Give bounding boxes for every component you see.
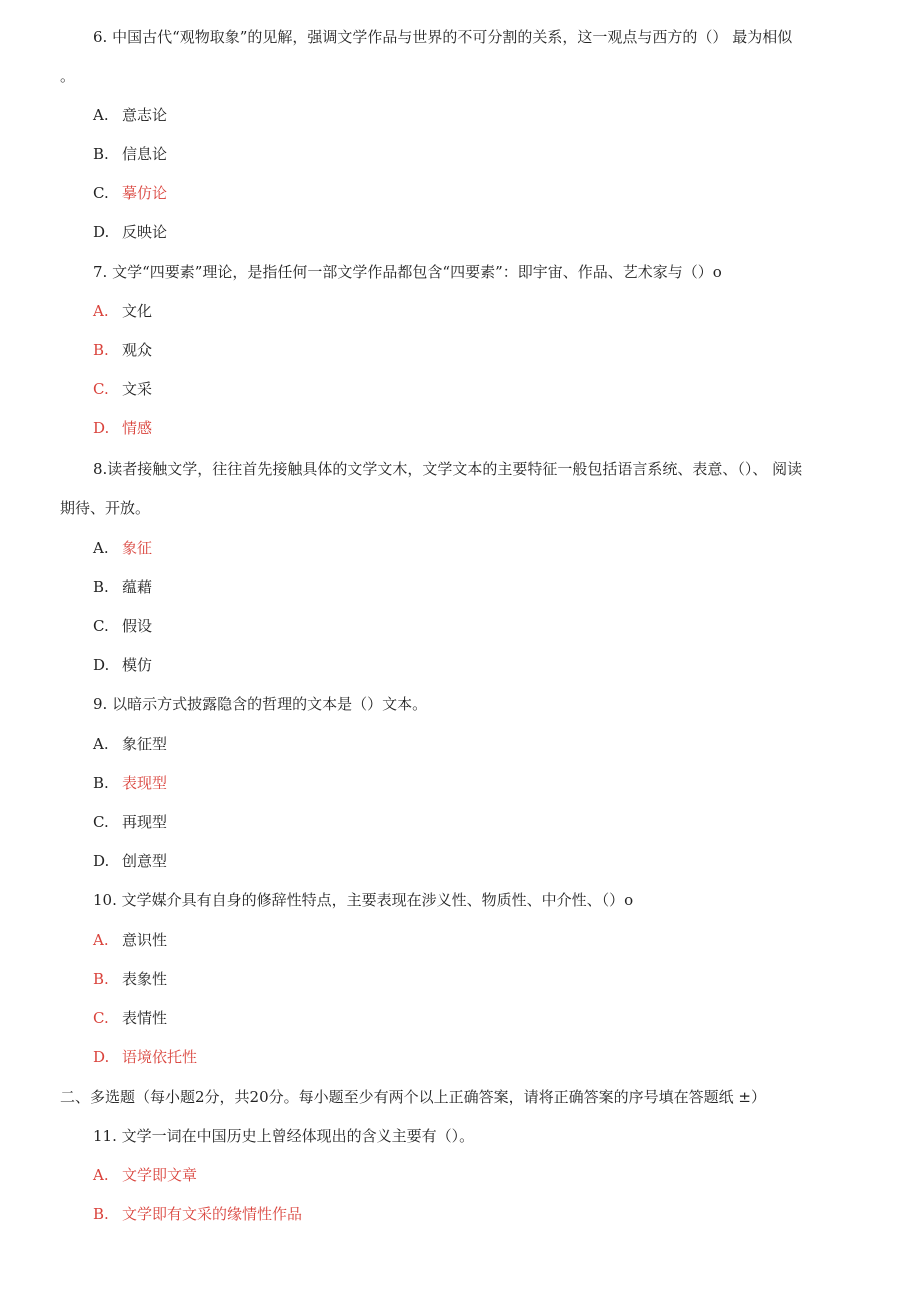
option-text-correct: 语境依托性: [122, 1048, 198, 1066]
option-text: 蕴藉: [122, 578, 153, 596]
option-text: 意志论: [122, 106, 168, 124]
question-8-text-continued: 期待、开放。: [60, 499, 151, 517]
option-letter: C.: [93, 813, 109, 831]
option-letter: B.: [93, 1205, 109, 1223]
question-10-option-d: [93, 1047, 197, 1067]
question-7-text: 7. 文学“四要素”理论，是指任何一部文学作品都包含“四要素”：即宇宙、作品、艺术家与（）o: [93, 263, 722, 281]
option-text: 表情性: [122, 1009, 168, 1027]
option-text: 意识性: [122, 931, 168, 949]
option-letter: D.: [93, 1048, 110, 1066]
option-letter: B.: [93, 145, 109, 163]
option-letter: C.: [93, 380, 109, 398]
option-text: 模仿: [122, 656, 153, 674]
question-11-option-b: [93, 1204, 302, 1224]
option-letter: A.: [93, 735, 109, 753]
option-text-correct: 文学即有文采的缘情性作品: [122, 1205, 303, 1223]
question-8-option-d: [93, 655, 152, 675]
option-text: 文采: [122, 380, 153, 398]
question-7-option-d: [93, 418, 152, 438]
option-text-correct: 摹仿论: [122, 184, 168, 202]
option-text: 信息论: [122, 145, 168, 163]
option-letter: B.: [93, 578, 109, 596]
question-10-option-a: [93, 930, 167, 950]
question-9-option-b: [93, 773, 167, 793]
option-text-correct: 象征: [122, 539, 153, 557]
option-letter: B.: [93, 341, 109, 359]
option-text: 再现型: [122, 813, 168, 831]
option-text: 创意型: [122, 852, 168, 870]
question-7-option-c: [93, 379, 152, 399]
option-text: 反映论: [122, 223, 168, 241]
question-6-option-d: [93, 222, 167, 242]
question-10-option-b: [93, 969, 167, 989]
option-letter: A.: [93, 1166, 109, 1184]
option-text-correct: 文学即文章: [122, 1166, 198, 1184]
question-11-option-a: [93, 1165, 197, 1185]
question-8-option-a: [93, 538, 152, 558]
question-8-option-c: [93, 616, 152, 636]
option-letter: D.: [93, 852, 110, 870]
question-6-option-c: [93, 183, 167, 203]
question-9-option-c: [93, 812, 167, 832]
question-9-text: 9. 以暗示方式披露隐含的哲理的文本是（）文本。: [93, 695, 428, 713]
option-text: 观众: [122, 341, 153, 359]
option-letter: A.: [93, 539, 109, 557]
option-text-correct: 情感: [122, 419, 153, 437]
option-letter: A.: [93, 106, 109, 124]
option-text: 表象性: [122, 970, 168, 988]
question-10-text: 10. 文学媒介具有自身的修辞性特点，主要表现在涉义性、物质性、中介性、（）o: [93, 891, 634, 909]
option-letter: B.: [93, 970, 109, 988]
option-letter: C.: [93, 184, 109, 202]
option-text: 假设: [122, 617, 153, 635]
option-letter: D.: [93, 419, 110, 437]
option-text: 象征型: [122, 735, 168, 753]
option-letter: A.: [93, 931, 109, 949]
question-8-text: 8.读者接触文学，往往首先接触具体的文学文木，文学文本的主要特征一般包括语言系统、表意、（）、 阅读: [93, 460, 803, 478]
option-letter: C.: [93, 617, 109, 635]
question-6-text-continued: 。: [60, 67, 76, 85]
section-2-heading: 二、多选题（每小题2分，共20分。每小题至少有两个以上正确答案，请将正确答案的序号填在答题纸 ±）: [60, 1088, 766, 1106]
question-6-option-a: [93, 105, 167, 125]
option-letter: A.: [93, 302, 109, 320]
option-letter: D.: [93, 656, 110, 674]
option-letter: B.: [93, 774, 109, 792]
option-letter: D.: [93, 223, 110, 241]
question-7-option-a: [93, 301, 152, 321]
question-6-text: 6. 中国古代“观物取象”的见解，强调文学作品与世界的不可分割的关系，这一观点与西方的（） 最为相似: [93, 28, 793, 46]
question-9-option-d: [93, 851, 167, 871]
question-6-option-b: [93, 144, 167, 164]
option-letter: C.: [93, 1009, 109, 1027]
option-text-correct: 表现型: [122, 774, 168, 792]
question-8-option-b: [93, 577, 152, 597]
question-10-option-c: [93, 1008, 167, 1028]
question-9-option-a: [93, 734, 167, 754]
question-11-text: 11. 文学一词在中国历史上曾经体现出的含义主要有（）。: [93, 1127, 475, 1145]
option-text: 文化: [122, 302, 153, 320]
question-7-option-b: [93, 340, 152, 360]
